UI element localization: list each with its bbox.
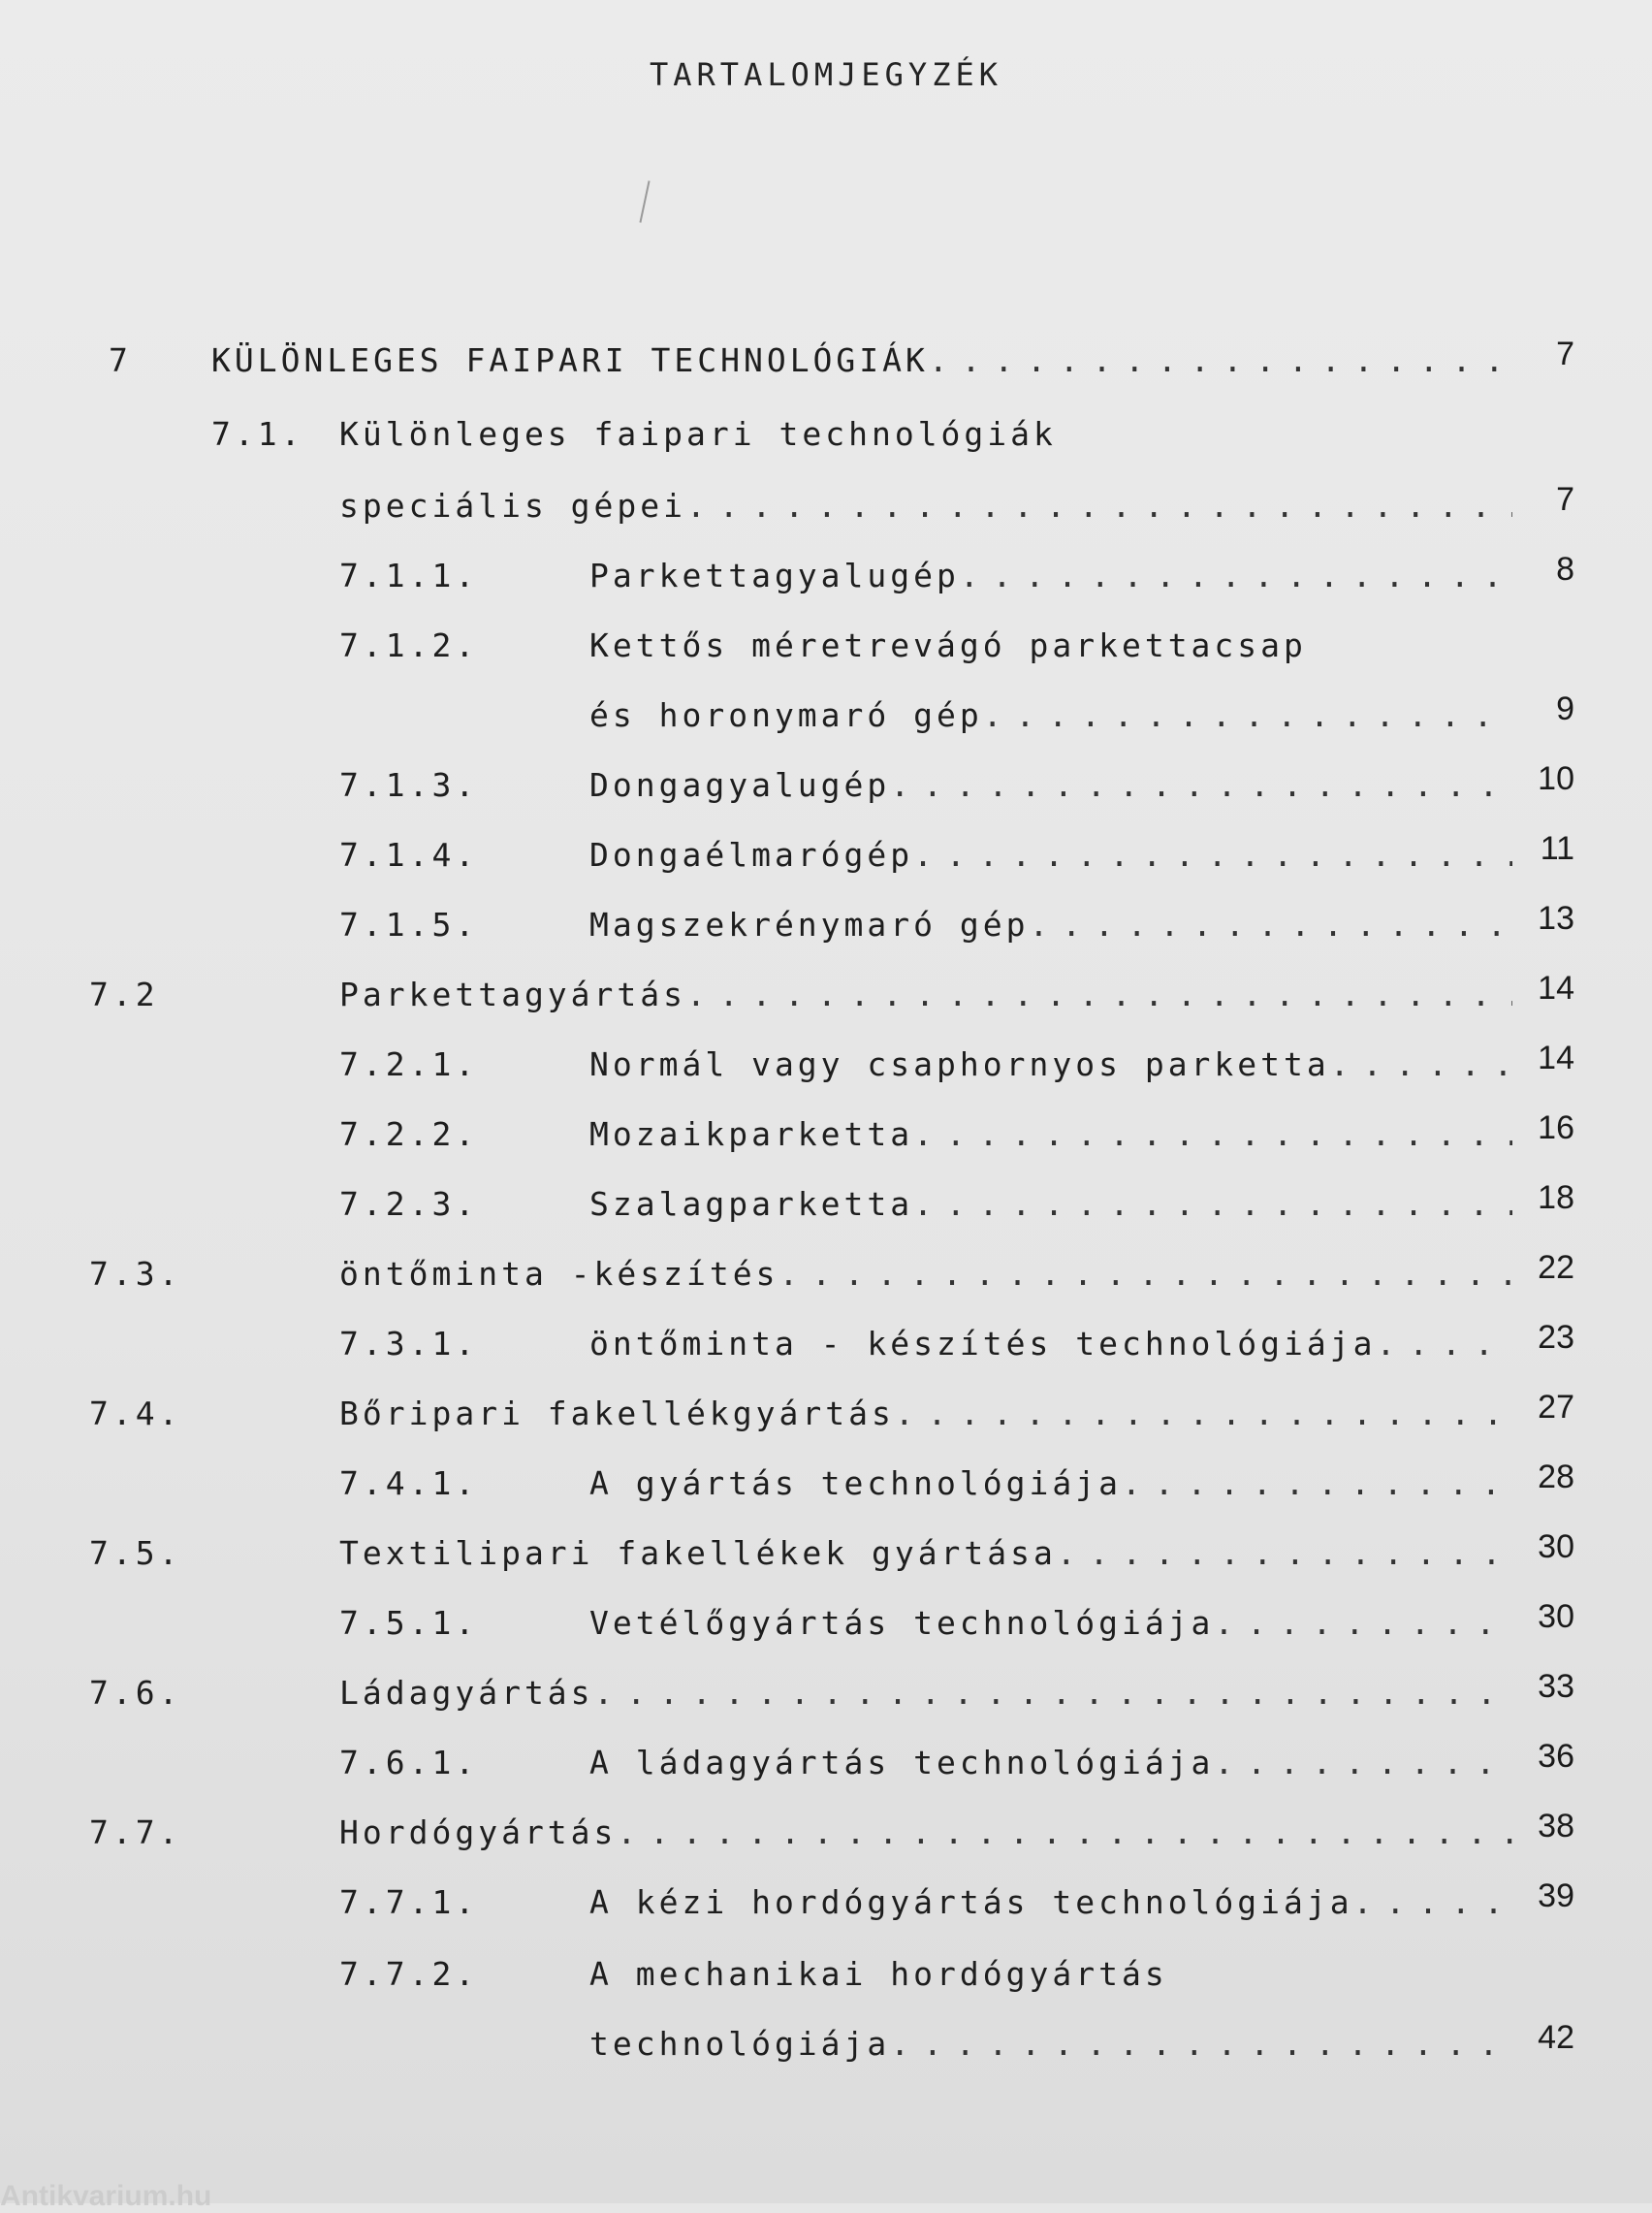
page-number: 14 [1538, 970, 1574, 1007]
page-number: 9 [1556, 690, 1574, 727]
page-number: 23 [1538, 1319, 1574, 1356]
toc-entry [0, 760, 1652, 813]
section-number: 7.7.2. [339, 1955, 479, 1993]
page-number: 33 [1538, 1668, 1574, 1705]
dot-leader [913, 1115, 1512, 1153]
entry-title: Kettős méretrevágó parkettacsap [589, 626, 1307, 664]
toc-entry [0, 1598, 1652, 1651]
entry-title: Dongaélmarógép [589, 836, 914, 874]
section-number: 7.1.2. [339, 626, 479, 664]
toc-entry [0, 1249, 1652, 1301]
section-number: 7.1.3. [339, 766, 479, 804]
toc-entry [0, 1040, 1652, 1092]
entry-title: Szalagparketta [589, 1185, 914, 1223]
section-number: 7.2 [89, 976, 159, 1013]
toc-entry [0, 1109, 1652, 1162]
entry-title: öntőminta - készítés technológiája [589, 1325, 1377, 1363]
watermark: Antikvarium.hu [0, 2180, 212, 2212]
page-title: TARTALOMJEGYZÉK [650, 56, 1002, 93]
page-number: 14 [1538, 1040, 1574, 1076]
entry-title: Bőripari fakellékgyártás [339, 1395, 895, 1432]
dot-leader [929, 341, 1512, 379]
section-number: 7.7. [89, 1813, 182, 1851]
toc-entry [0, 1668, 1652, 1720]
page-number: 38 [1538, 1808, 1574, 1844]
entry-title: Textilipari fakellékek gyártása [339, 1534, 1057, 1572]
page-number: 22 [1538, 1249, 1574, 1286]
toc-entry [0, 1738, 1652, 1790]
toc-entry [0, 415, 1652, 462]
page-number: 10 [1538, 760, 1574, 797]
toc-entry [0, 2019, 1652, 2071]
section-number: 7.6.1. [339, 1744, 479, 1781]
toc-entry [0, 690, 1652, 743]
section-number: 7.4.1. [339, 1464, 479, 1502]
entry-title: Parkettagyártás [339, 976, 687, 1013]
page-number: 27 [1538, 1389, 1574, 1426]
page-number: 39 [1538, 1877, 1574, 1914]
section-number: 7 [109, 341, 132, 379]
toc-entry [0, 970, 1652, 1022]
page-number: 7 [1556, 481, 1574, 518]
entry-title: Hordógyártás [339, 1813, 618, 1851]
entry-title: Ládagyártás [339, 1674, 594, 1712]
section-number: 7.5.1. [339, 1604, 479, 1642]
toc-entry [0, 481, 1652, 533]
page-number: 18 [1538, 1179, 1574, 1216]
dot-leader [1057, 1534, 1512, 1572]
entry-title: Vetélőgyártás technológiája [589, 1604, 1215, 1642]
section-number: 7.2.3. [339, 1185, 479, 1223]
toc-entry [0, 1319, 1652, 1371]
section-number: 7.6. [89, 1674, 182, 1712]
toc-entry [0, 1877, 1652, 1930]
entry-title: Normál vagy csaphornyos parketta [589, 1045, 1330, 1083]
section-number: 7.1.1. [339, 557, 479, 594]
dot-leader [913, 1185, 1512, 1223]
toc-entry [0, 1179, 1652, 1232]
entry-title: Dongagyalugép [589, 766, 891, 804]
page-number: 16 [1538, 1109, 1574, 1146]
toc-entry [0, 1459, 1652, 1511]
section-number: 7.3. [89, 1255, 182, 1293]
section-number: 7.5. [89, 1534, 182, 1572]
entry-title: Magszekrénymaró gép [589, 906, 1030, 944]
entry-title: A kézi hordógyártás technológiája [589, 1883, 1353, 1921]
dot-leader [890, 2025, 1512, 2063]
toc-entry [0, 551, 1652, 603]
toc-entry [0, 900, 1652, 952]
toc-entry [0, 830, 1652, 882]
dot-leader [779, 1255, 1513, 1293]
dot-leader [1330, 1045, 1512, 1083]
section-number: 7.1.4. [339, 836, 479, 874]
entry-title: öntőminta -készítés [339, 1255, 779, 1293]
dot-leader [1353, 1883, 1512, 1921]
page-number: 7 [1556, 336, 1574, 372]
section-number: 7.7.1. [339, 1883, 479, 1921]
section-number: 7.1. [211, 415, 304, 453]
page-number: 28 [1538, 1459, 1574, 1495]
page-number: 30 [1538, 1528, 1574, 1565]
entry-title: speciális gépei [339, 487, 687, 525]
page-number: 42 [1538, 2019, 1574, 2056]
entry-title: és horonymaró gép [589, 696, 983, 734]
dot-leader [1377, 1325, 1512, 1363]
toc-entry [0, 1808, 1652, 1860]
dot-leader [617, 1813, 1512, 1851]
dot-leader [1214, 1604, 1512, 1642]
entry-title: A gyártás technológiája [589, 1464, 1122, 1502]
section-number: 7.4. [89, 1395, 182, 1432]
toc-entry [0, 1955, 1652, 2002]
page-number: 13 [1538, 900, 1574, 937]
toc-entry [0, 626, 1652, 673]
toc-entry [0, 336, 1652, 388]
page-number: 11 [1540, 830, 1574, 867]
entry-title: technológiája [589, 2025, 891, 2063]
entry-title: Parkettagyalugép [589, 557, 960, 594]
dot-leader [983, 696, 1512, 734]
entry-title: Mozaikparketta [589, 1115, 914, 1153]
dot-leader [960, 557, 1512, 594]
dot-leader [1030, 906, 1513, 944]
entry-title: A ládagyártás technológiája [589, 1744, 1215, 1781]
page-number: 8 [1556, 551, 1574, 588]
dot-leader [686, 487, 1512, 525]
entry-title: A mechanikai hordógyártás [589, 1955, 1168, 1993]
pen-mark [639, 180, 650, 222]
toc-entry [0, 1528, 1652, 1581]
section-number: 7.2.1. [339, 1045, 479, 1083]
section-number: 7.2.2. [339, 1115, 479, 1153]
toc-entry [0, 1389, 1652, 1441]
section-number: 7.3.1. [339, 1325, 479, 1363]
entry-title: KÜLÖNLEGES FAIPARI TECHNOLÓGIÁK [211, 341, 929, 379]
page-number: 30 [1538, 1598, 1574, 1635]
dot-leader [913, 836, 1512, 874]
dot-leader [686, 976, 1512, 1013]
page-number: 36 [1538, 1738, 1574, 1775]
dot-leader [594, 1674, 1512, 1712]
section-number: 7.1.5. [339, 906, 479, 944]
dot-leader [1214, 1744, 1512, 1781]
dot-leader [1122, 1464, 1512, 1502]
dot-leader [895, 1395, 1512, 1432]
entry-title: Különleges faipari technológiák [339, 415, 1057, 453]
dot-leader [890, 766, 1512, 804]
